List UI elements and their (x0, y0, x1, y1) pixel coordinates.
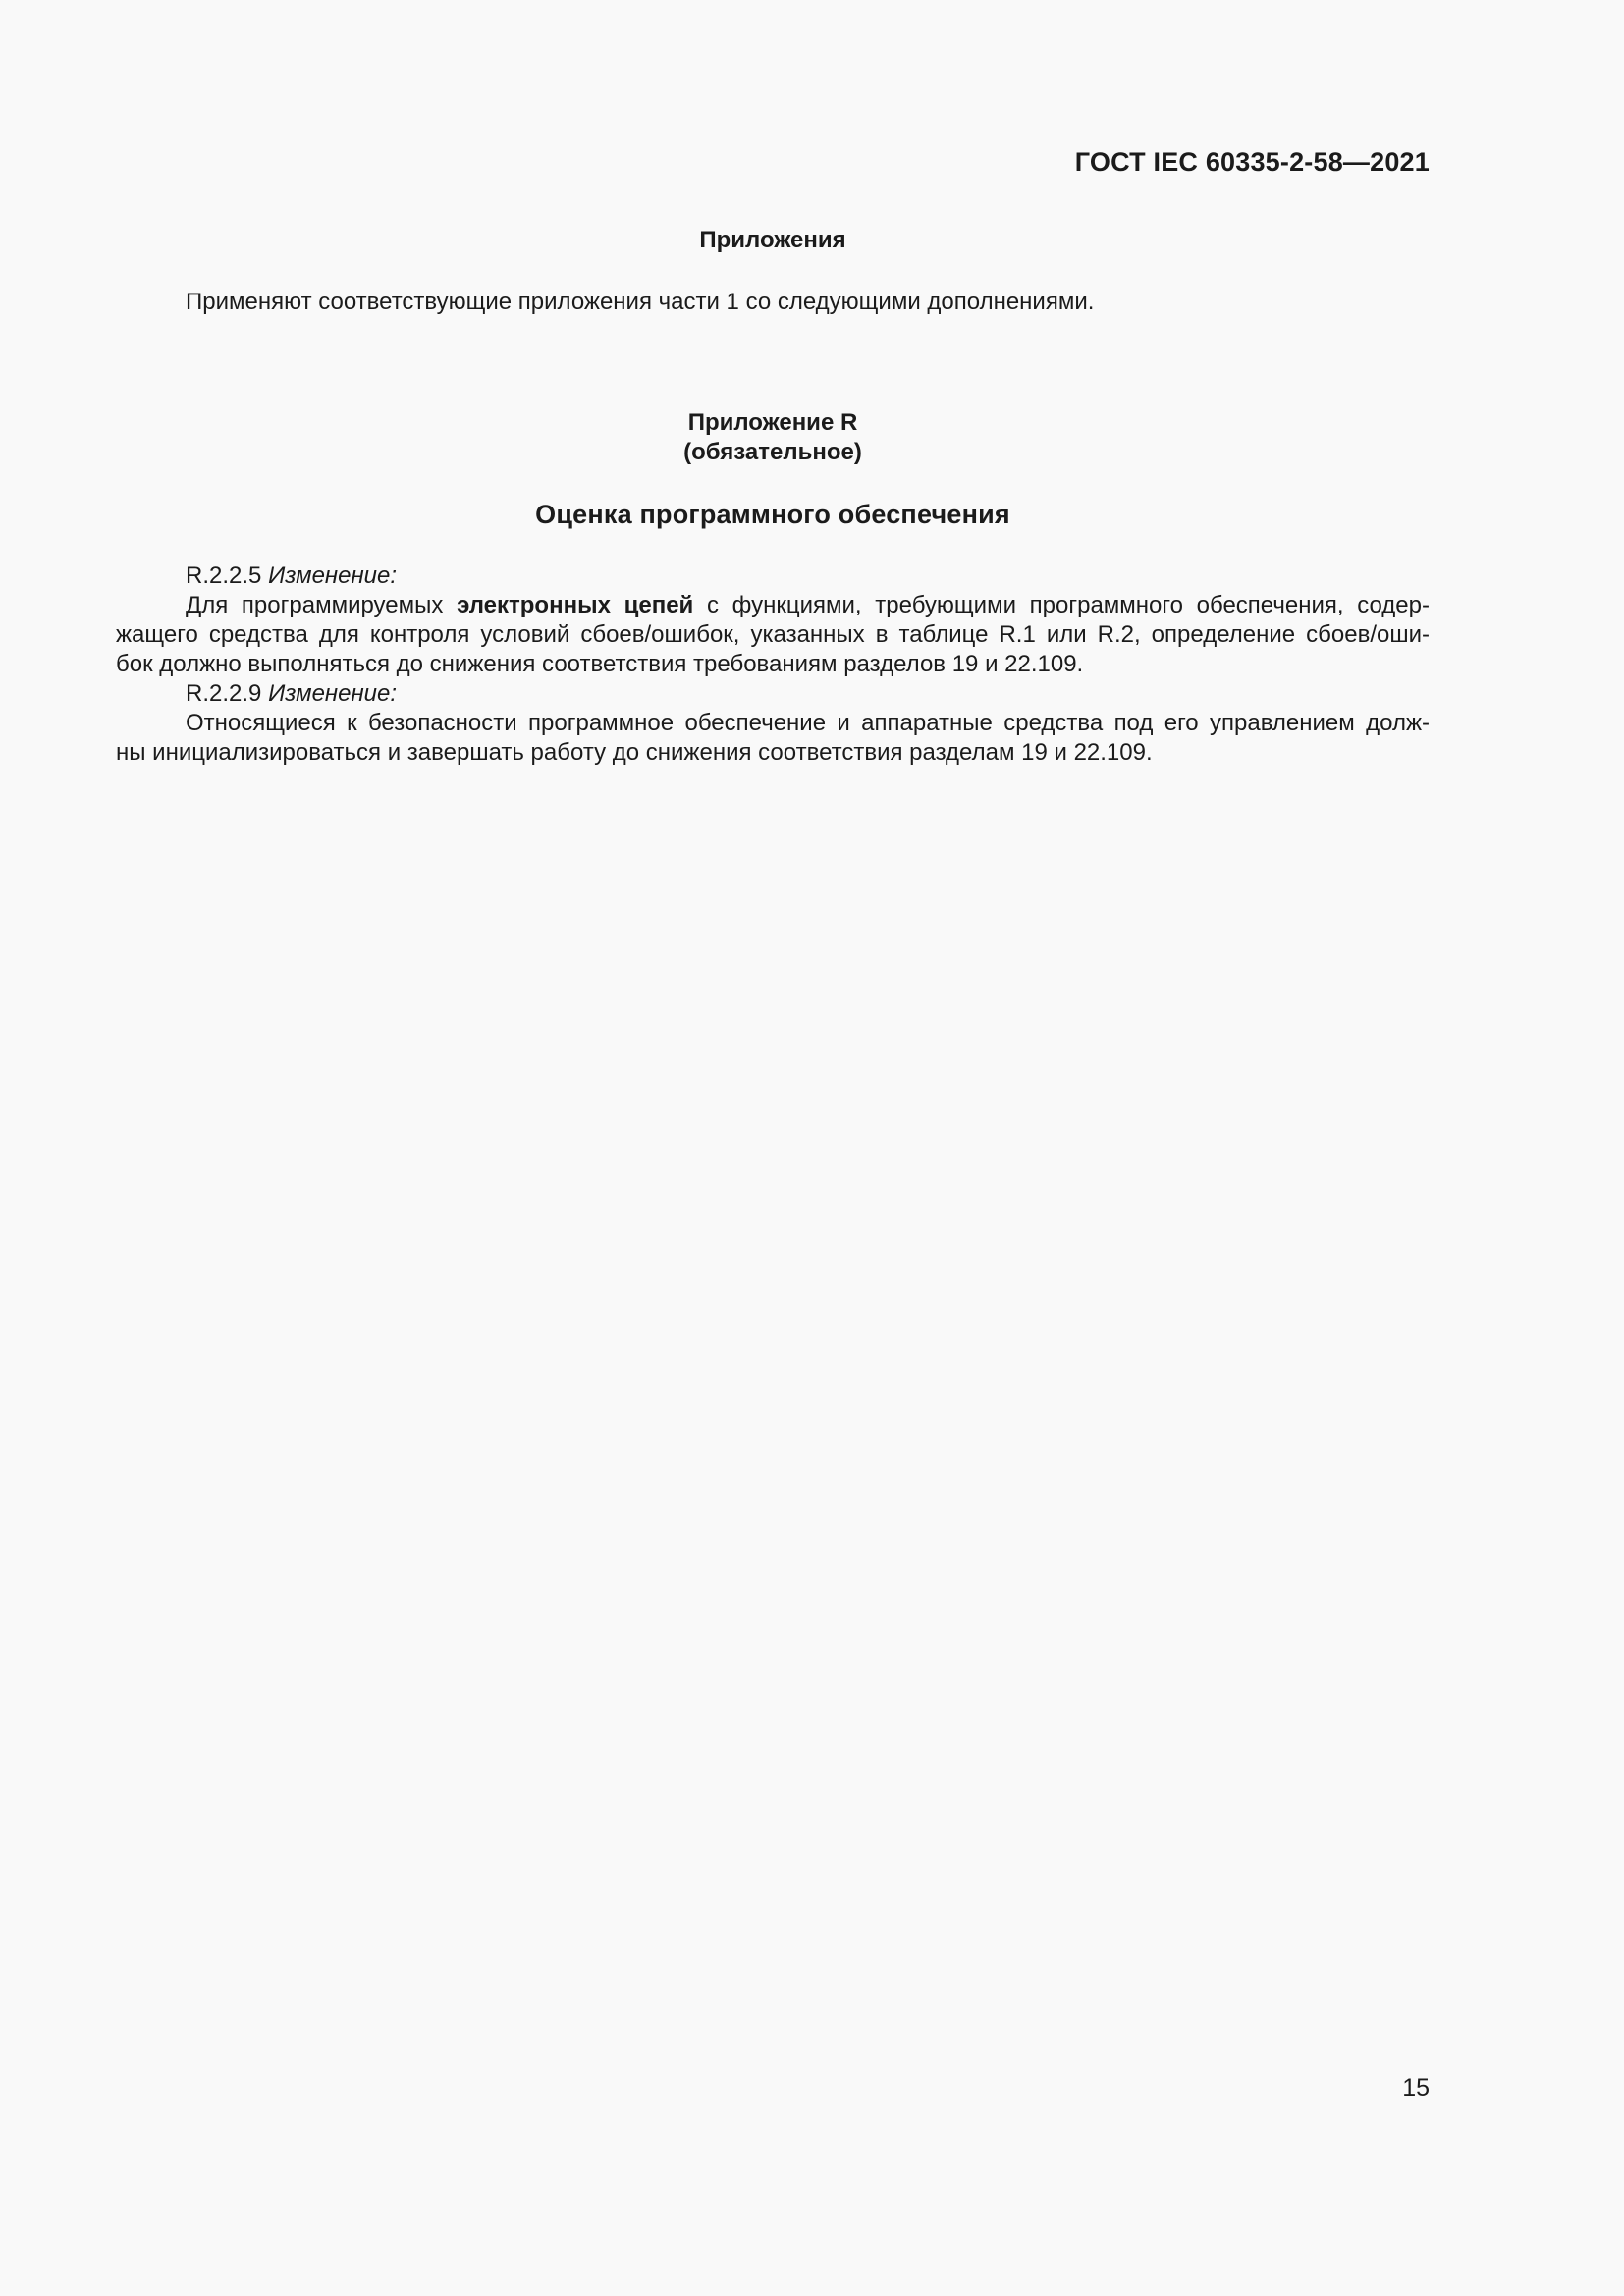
document-code: ГОСТ IEC 60335-2-58—2021 (1074, 147, 1430, 177)
annex-title-line1: Приложение R (687, 409, 858, 436)
defined-term: электронных цепей (457, 592, 694, 618)
clause-r225-line1 (186, 591, 1430, 620)
clause-number: R.2.2.9 (186, 680, 262, 707)
clause-r229-line1: Относящиеся к безопасности программное обеспечение и аппаратные средства под его управлением долж- (186, 710, 1430, 736)
appendices-intro: Применяют соответствующие приложения части 1 со следующими дополнениями. (186, 289, 1095, 315)
clause-text: с функциями, требующими программного обеспечения, содер- (693, 592, 1430, 618)
annex-subtitle: Оценка программного обеспечения (535, 500, 1010, 529)
clause-label: Изменение: (268, 680, 398, 707)
clause-label: Изменение: (268, 562, 398, 589)
clause-r225-line2: жащего средства для контроля условий сбоев/ошибок, указанных в таблице R.1 или R.2, определение сбоев/оши- (116, 621, 1430, 648)
clause-r225-heading (186, 561, 397, 591)
clause-r225-line3: бок должно выполняться до снижения соответствия требованиям разделов 19 и 22.109. (116, 651, 1084, 677)
clause-r229-line2: ны инициализироваться и завершать работу до снижения соответствия разделам 19 и 22.109. (116, 739, 1153, 766)
clause-number: R.2.2.5 (186, 562, 262, 589)
clause-r229-heading (186, 679, 397, 709)
annex-title (116, 408, 1430, 467)
clause-text: Для программируемых (186, 592, 458, 618)
page-number: 15 (1402, 2074, 1430, 2102)
annex-title-line2: (обязательное) (683, 439, 862, 465)
appendices-heading: Приложения (699, 227, 846, 253)
